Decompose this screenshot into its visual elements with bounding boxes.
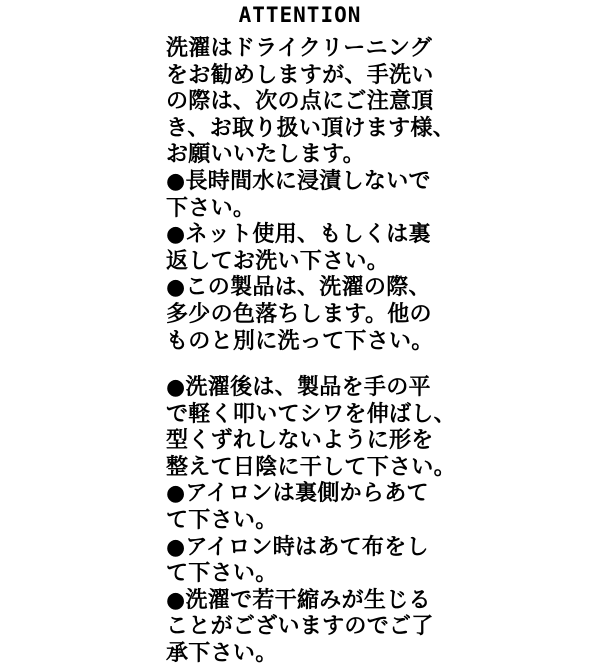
care-instructions-paragraph-2 (166, 375, 596, 668)
text-line: き、お取り扱い頂けます様、 (166, 115, 456, 141)
bullet-line: ●ネット使用、もしくは裏 (166, 222, 431, 248)
bullet-line: ●この製品は、洗濯の際、 (166, 275, 431, 301)
bullet-line: ●洗濯後は、製品を手の平 (166, 375, 431, 400)
text-line: 承下さい。 (166, 640, 278, 666)
text-line: の際は、次の点にご注意頂 (166, 89, 434, 115)
text-line: で軽く叩いてシワを伸ばし、 (166, 401, 456, 427)
text-line: 型くずれしないように形を (166, 428, 434, 454)
bullet-line: ●長時間水に浸漬しないで (166, 168, 431, 194)
text-line: をお勧めしますが、手洗い (166, 62, 434, 88)
text-line: ものと別に洗って下さい。 (166, 328, 434, 354)
attention-title: ATTENTION (238, 3, 362, 27)
text-line: 多少の色落ちします。他の (166, 301, 432, 327)
care-instructions-paragraph-1 (166, 36, 596, 355)
text-line: 返してお洗い下さい。 (166, 248, 390, 274)
bullet-line: ●アイロンは裏側からあて (166, 481, 429, 507)
text-line: 下さい。 (166, 195, 256, 221)
text-line: 洗濯はドライクリーニング (166, 36, 433, 61)
text-line: お願いいたします。 (166, 142, 365, 168)
bullet-line: ●洗濯で若干縮みが生じる (166, 587, 431, 613)
text-line: ことがございますのでご了 (166, 614, 434, 640)
text-line: て下さい。 (166, 507, 278, 533)
text-line: 整えて日陰に干して下さい。 (166, 454, 456, 480)
text-line: て下さい。 (166, 561, 278, 587)
bullet-line: ●アイロン時はあて布をし (166, 534, 429, 560)
